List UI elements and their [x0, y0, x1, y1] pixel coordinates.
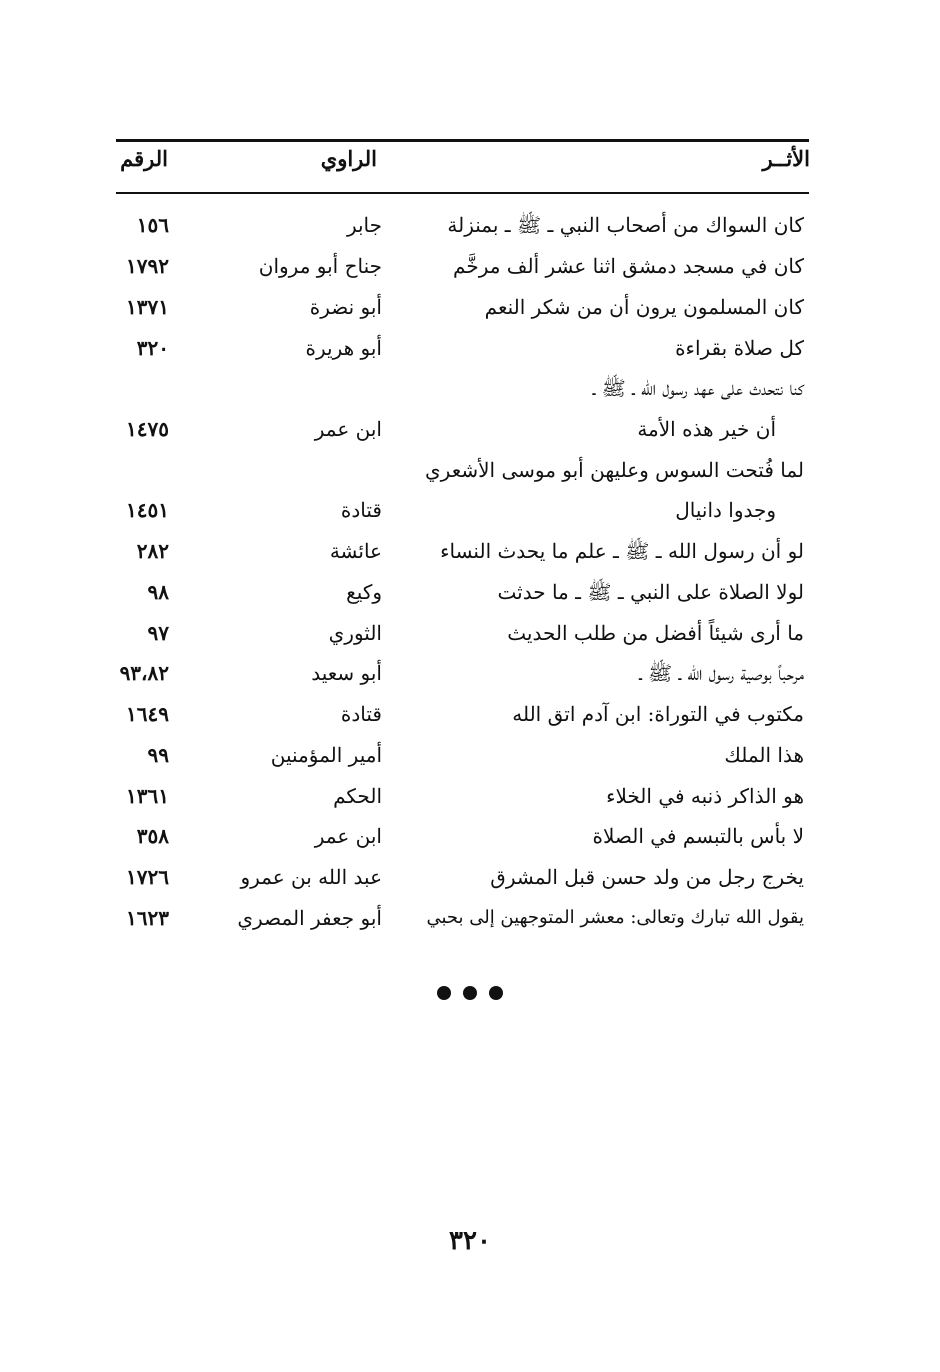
table-row: [0, 903, 940, 943]
ornament-dot: [437, 986, 451, 1000]
table-row: [0, 536, 940, 576]
rawi-cell: عبد الله بن عمرو: [240, 865, 382, 889]
rawi-cell: أبو جعفر المصري: [237, 906, 382, 930]
table-row: [0, 373, 940, 413]
rawi-cell: قتادة: [340, 702, 382, 726]
column-header-athar: الأثــر: [762, 146, 810, 171]
raqm-cell: ٣٥٨: [136, 824, 169, 848]
raqm-cell: ١٤٥١: [126, 498, 169, 522]
table-row: [0, 333, 940, 373]
table-row: [0, 292, 940, 332]
table-top-rule: [116, 139, 809, 142]
rawi-cell: الحكم: [333, 784, 382, 808]
rawi-cell: جناح أبو مروان: [258, 254, 382, 278]
rawi-cell: أبو نضرة: [309, 295, 382, 319]
table-row: [0, 658, 940, 698]
athar-cell: يخرج رجل من ولد حسن قبل المشرق: [490, 865, 804, 889]
table-row: [0, 618, 940, 658]
athar-cell: هو الذاكر ذنبه في الخلاء: [606, 784, 804, 808]
rawi-cell: ابن عمر: [314, 824, 382, 848]
raqm-cell: ١٤٧٥: [126, 417, 169, 441]
raqm-cell: ١٣٦١: [126, 784, 169, 808]
table-row: [0, 455, 940, 495]
table-row: [0, 862, 940, 902]
table-row: [0, 577, 940, 617]
raqm-cell: ٩٣،٨٢: [119, 661, 169, 685]
athar-cell: يقول الله تبارك وتعالى: معشر المتوجهين إلى بحبي: [426, 907, 804, 928]
rawi-cell: ابن عمر: [314, 417, 382, 441]
athar-cell: أن خير هذه الأمة: [637, 417, 776, 441]
table-row: [0, 210, 940, 250]
rawi-cell: الثوري: [328, 621, 382, 645]
raqm-cell: ٢٨٢: [136, 539, 169, 563]
table-row: [0, 740, 940, 780]
rawi-cell: وكيع: [346, 580, 382, 604]
athar-cell: هذا الملك: [724, 743, 804, 767]
athar-cell: لما فُتحت السوس وعليهن أبو موسى الأشعري: [425, 458, 804, 482]
raqm-cell: ١٧٢٦: [126, 865, 169, 889]
header-bottom-rule: [116, 192, 809, 194]
raqm-cell: ٩٩: [147, 743, 169, 767]
table-row: [0, 699, 940, 739]
rawi-cell: أبو هريرة: [305, 336, 382, 360]
athar-cell: وجدوا دانيال: [675, 498, 776, 522]
rawi-cell: أمير المؤمنين: [270, 743, 382, 767]
page-number: ٣٢٠: [449, 1226, 491, 1256]
athar-cell: مكتوب في التوراة: ابن آدم اتق الله: [512, 702, 804, 726]
rawi-cell: جابر: [346, 213, 382, 237]
rawi-cell: أبو سعيد: [311, 661, 382, 685]
raqm-cell: ٣٢٠: [136, 336, 169, 360]
rawi-cell: عائشة: [329, 539, 382, 563]
raqm-cell: ١٥٦: [136, 213, 169, 237]
raqm-cell: ١٧٩٢: [126, 254, 169, 278]
ornament-dot: [489, 986, 503, 1000]
rawi-cell: قتادة: [340, 498, 382, 522]
athar-cell: لا بأس بالتبسم في الصلاة: [592, 824, 804, 848]
athar-cell: لو أن رسول الله ـ ﷺ ـ علم ما يحدث النساء: [440, 539, 804, 563]
raqm-cell: ١٦٢٣: [126, 906, 169, 930]
column-header-rawi: الراوي: [320, 146, 377, 171]
raqm-cell: ٩٨: [147, 580, 169, 604]
table-row: [0, 251, 940, 291]
column-header-raqm: الرقم: [120, 146, 168, 171]
table-row: [0, 781, 940, 821]
athar-cell: كان في مسجد دمشق اثنا عشر ألف مرخَّم: [453, 254, 804, 278]
athar-cell: كنا نتحدث على عهد رسول الله ـ ﷺ ـ: [592, 376, 804, 400]
table-row: [0, 821, 940, 861]
athar-cell: ما أرى شيئاً أفضل من طلب الحديث: [507, 621, 804, 645]
table-row: [0, 414, 940, 454]
athar-cell: كل صلاة بقراءة: [675, 336, 804, 360]
table-row: [0, 495, 940, 535]
raqm-cell: ١٣٧١: [126, 295, 169, 319]
athar-cell: لولا الصلاة على النبي ـ ﷺ ـ ما حدثت: [497, 580, 804, 604]
ornament-dot: [463, 986, 477, 1000]
section-end-ornament: [0, 985, 940, 1004]
raqm-cell: ١٦٤٩: [126, 702, 169, 726]
athar-cell: مرحباً بوصية رسول الله ـ ﷺ ـ: [639, 661, 804, 685]
athar-cell: كان السواك من أصحاب النبي ـ ﷺ ـ بمنزلة: [447, 213, 804, 237]
raqm-cell: ٩٧: [147, 621, 169, 645]
athar-cell: كان المسلمون يرون أن من شكر النعم: [484, 295, 804, 319]
